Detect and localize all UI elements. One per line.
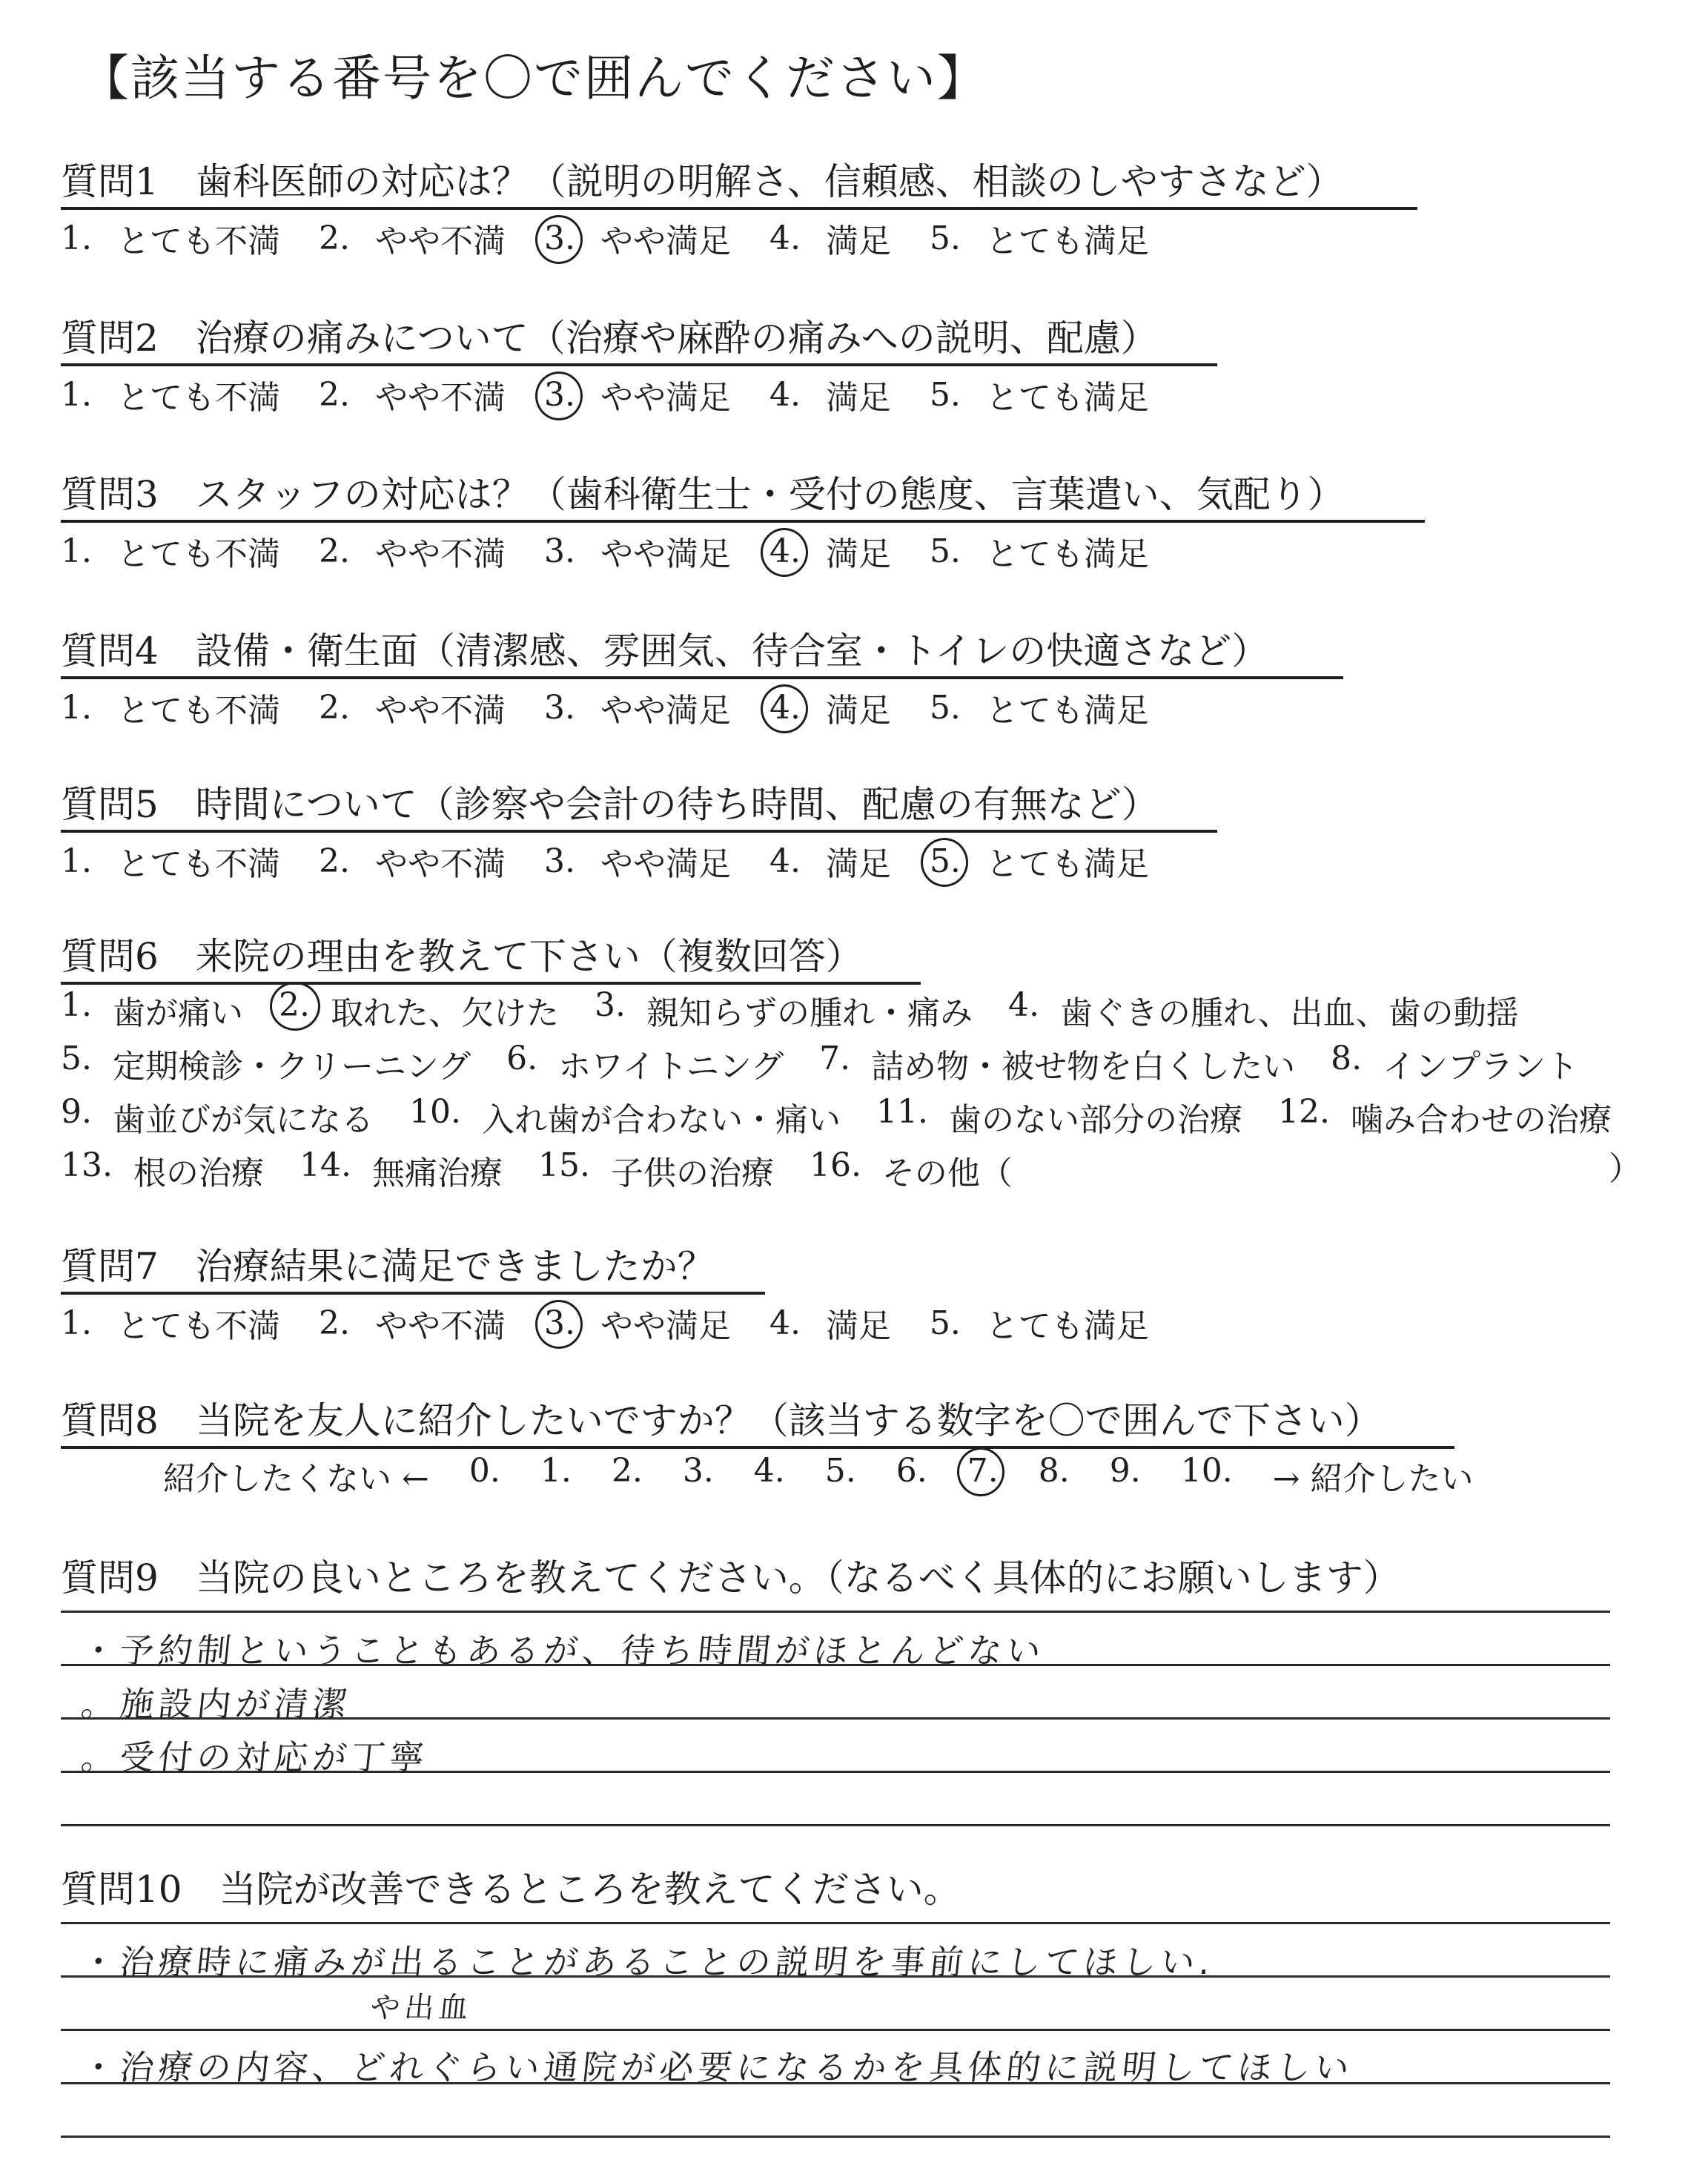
option-number: 1. [61, 375, 92, 414]
option-number: 14. [299, 1146, 351, 1184]
option-number: 12. [1277, 1093, 1330, 1131]
option-3[interactable] [544, 527, 731, 575]
option-label: 親知らずの腫れ・痛み [646, 994, 973, 1032]
option-label: とても不満 [116, 222, 280, 260]
q9-answer-1: ・予約制ということもあるが、待ち時間がほとんどない [79, 1631, 1047, 1671]
option-4[interactable] [769, 214, 891, 262]
q7-underline [61, 1292, 765, 1295]
q6-option[interactable] [1331, 1040, 1578, 1093]
option-4[interactable] [769, 371, 891, 418]
option-5[interactable] [930, 837, 1149, 885]
option-3[interactable] [544, 214, 731, 262]
answer-rule [61, 1922, 1610, 1924]
option-number: 6. [506, 1040, 538, 1077]
option-3[interactable] [544, 371, 731, 418]
q8-right-label: → 紹介したい [1272, 1460, 1474, 1498]
option-number: 4. [769, 688, 801, 727]
q8-value[interactable]: 3. [682, 1452, 714, 1490]
option-label: とても不満 [116, 535, 280, 573]
option-number: 16. [809, 1146, 861, 1184]
option-label: やや満足 [600, 222, 731, 260]
q5-label: 質問5 時間について（診察や会計の待ち時間、配慮の有無など） [61, 783, 1159, 826]
option-label: 詰め物・被せ物を白くしたい [871, 1048, 1296, 1086]
q9-label: 質問9 当院の良いところを教えてください。（なるべく具体的にお願いします） [61, 1556, 1400, 1599]
option-label: 満足 [825, 222, 891, 260]
option-label: 満足 [825, 692, 891, 730]
option-number: 1. [61, 986, 92, 1024]
option-number: 13. [61, 1146, 113, 1184]
option-number: 1. [61, 842, 92, 880]
option-number: 2. [279, 986, 310, 1040]
option-label: とても不満 [116, 379, 280, 417]
option-label: とても不満 [116, 1307, 280, 1345]
option-number: 5. [929, 375, 961, 414]
option-number: 2. [318, 688, 350, 727]
q6-option[interactable] [538, 1146, 774, 1200]
option-label: 歯が痛い [112, 994, 243, 1032]
q4-heading [61, 621, 1268, 675]
option-number: 15. [537, 1146, 590, 1184]
q6-option[interactable] [409, 1093, 841, 1146]
option-label: その他（ [881, 1155, 1013, 1192]
q8-value[interactable]: 2. [611, 1452, 643, 1490]
option-label: 歯のない部分の治療 [948, 1101, 1242, 1139]
option-label: 根の治療 [133, 1155, 264, 1192]
q9-answer-2: 。施設内が清潔 [79, 1684, 354, 1724]
q7-label: 質問7 治療結果に満足できましたか？ [61, 1245, 715, 1288]
option-2[interactable] [319, 1299, 506, 1347]
q4-underline [61, 676, 1343, 679]
option-label: とても不満 [116, 692, 280, 730]
option-label: とても満足 [985, 845, 1149, 883]
q3-options [61, 527, 1188, 575]
option-label: とても満足 [985, 535, 1149, 573]
q6-options [61, 986, 1647, 1200]
option-1[interactable] [61, 371, 280, 418]
option-number: 10. [408, 1093, 461, 1131]
option-number: 5. [929, 842, 961, 880]
option-2[interactable] [319, 527, 506, 575]
option-number: 3. [543, 375, 575, 414]
q8-value[interactable]: 1. [540, 1452, 572, 1490]
option-label: 満足 [825, 1307, 891, 1345]
option-label: 入れ歯が合わない・痛い [481, 1101, 841, 1139]
answer-rule [61, 1824, 1610, 1826]
option-label: やや満足 [600, 1307, 731, 1345]
option-label: とても満足 [985, 222, 1149, 260]
q8-underline [61, 1446, 1454, 1449]
option-number: 1. [61, 219, 92, 257]
q4-label: 質問4 設備・衛生面（清潔感、雰囲気、待合室・トイレの快適さなど） [61, 630, 1269, 673]
q10-answer-1: ・治療時に痛みが出ることがあることの説明を事前にしてほしい. [79, 1942, 1217, 1982]
q5-options [61, 837, 1188, 885]
option-number: 5. [929, 532, 961, 570]
option-5[interactable] [930, 214, 1149, 262]
option-number: 11. [875, 1093, 928, 1131]
option-label: やや満足 [600, 535, 731, 573]
option-number: 3. [543, 532, 575, 570]
option-1[interactable] [61, 527, 280, 575]
q8-value[interactable]: 5. [824, 1452, 856, 1490]
option-label: やや不満 [374, 379, 506, 417]
q2-options [61, 371, 1188, 418]
q6-option[interactable] [1008, 986, 1519, 1040]
option-number: 1. [61, 1304, 92, 1342]
option-label: やや満足 [600, 379, 731, 417]
q6-option[interactable] [279, 986, 559, 1040]
option-4[interactable] [769, 527, 891, 575]
option-1[interactable] [61, 1299, 280, 1347]
q8-value[interactable]: 6. [896, 1452, 927, 1490]
option-label: 噛み合わせの治療 [1350, 1101, 1612, 1139]
option-2[interactable] [319, 837, 506, 885]
q1-options [61, 214, 1188, 262]
option-number: 8. [1331, 1040, 1363, 1077]
q6-option[interactable] [876, 1093, 1242, 1146]
option-number: 7. [819, 1040, 851, 1077]
option-number: 4. [769, 1304, 801, 1342]
option-number: 3. [543, 842, 575, 880]
q6-row [61, 986, 1647, 1040]
option-number: 2. [318, 532, 350, 570]
option-4[interactable] [769, 684, 891, 731]
option-label: 満足 [825, 845, 891, 883]
q6-option[interactable] [819, 1040, 1295, 1093]
option-label: 取れた、欠けた [330, 994, 559, 1032]
q2-underline [61, 363, 1217, 366]
answer-rule [61, 2029, 1610, 2031]
option-label: 歯ぐきの腫れ、出血、歯の動揺 [1059, 994, 1519, 1032]
option-label: 歯並びが気になる [112, 1101, 374, 1139]
q7-heading [61, 1237, 715, 1290]
q1-underline [61, 207, 1417, 210]
q6-row [61, 1093, 1647, 1146]
q6-option[interactable] [299, 1146, 503, 1200]
option-1[interactable] [61, 214, 280, 262]
answer-rule [61, 2136, 1610, 2138]
option-label: 満足 [825, 379, 891, 417]
q6-row [61, 1146, 1647, 1200]
q6-option[interactable] [506, 1040, 784, 1093]
option-3[interactable] [544, 837, 731, 885]
q5-underline [61, 830, 1217, 833]
option-label: 無痛治療 [371, 1155, 503, 1192]
option-number: 1. [61, 688, 92, 727]
option-label: やや不満 [374, 845, 506, 883]
q6-option[interactable] [810, 1146, 1013, 1200]
option-number: 3. [543, 1304, 575, 1342]
option-label: やや不満 [374, 222, 506, 260]
option-label: とても満足 [985, 1307, 1149, 1345]
option-1[interactable] [61, 684, 280, 731]
option-label: やや不満 [374, 535, 506, 573]
q6-option[interactable] [61, 986, 243, 1040]
q6-option[interactable] [61, 1146, 264, 1200]
q10-label: 質問10 当院が改善できるところを教えてください。 [61, 1868, 961, 1911]
option-number: 2. [318, 842, 350, 880]
option-label: とても満足 [985, 379, 1149, 417]
option-label: やや満足 [600, 845, 731, 883]
option-number: 4. [769, 375, 801, 414]
option-2[interactable] [319, 214, 506, 262]
option-5[interactable] [930, 1299, 1149, 1347]
option-5[interactable] [930, 684, 1149, 731]
option-number: 3. [594, 986, 626, 1024]
q8-heading [61, 1391, 1382, 1444]
option-label: とても不満 [116, 845, 280, 883]
option-label: 定期検診・クリーニング [112, 1048, 471, 1086]
option-number: 5. [929, 688, 961, 727]
q6-heading [61, 927, 863, 980]
q8-value[interactable]: 7. [967, 1452, 999, 1499]
option-number: 9. [61, 1093, 92, 1131]
option-number: 4. [1007, 986, 1039, 1024]
q6-option[interactable] [61, 1093, 374, 1146]
answer-rule [61, 1611, 1610, 1613]
q8-value[interactable]: 9. [1109, 1452, 1141, 1490]
q6-other-close: ） [1609, 1150, 1641, 1188]
option-number: 4. [769, 532, 801, 570]
q8-value[interactable]: 8. [1038, 1452, 1070, 1490]
q3-label: 質問3 スタッフの対応は？（歯科衛生士・受付の態度、言葉遣い、気配り） [61, 473, 1345, 516]
q2-heading [61, 308, 1158, 362]
q8-value[interactable]: 4. [753, 1452, 785, 1490]
option-label: とても満足 [985, 692, 1149, 730]
option-1[interactable] [61, 837, 280, 885]
q10-answer-insert: や出血 [368, 1991, 475, 2025]
page-title: 【該当する番号を〇で囲んでください】 [80, 50, 987, 107]
option-3[interactable] [544, 684, 731, 731]
q4-options [61, 684, 1188, 731]
option-3[interactable] [544, 1299, 731, 1347]
q8-value[interactable]: 0. [469, 1452, 500, 1490]
option-number: 2. [318, 219, 350, 257]
q7-options [61, 1299, 1188, 1347]
option-label: インプラント [1383, 1048, 1579, 1086]
option-label: やや不満 [374, 692, 506, 730]
option-number: 5. [929, 219, 961, 257]
option-label: やや不満 [374, 1307, 506, 1345]
option-label: ホワイトニング [558, 1048, 784, 1086]
q1-heading [61, 152, 1343, 205]
option-4[interactable] [769, 1299, 891, 1347]
q1-label: 質問1 歯科医師の対応は？（説明の明解さ、信頼感、相談のしやすさなど） [61, 160, 1343, 203]
option-label: 満足 [825, 535, 891, 573]
q2-label: 質問2 治療の痛みについて（治療や麻酔の痛みへの説明、配慮） [61, 317, 1158, 360]
option-number: 3. [543, 219, 575, 257]
option-number: 2. [318, 1304, 350, 1342]
option-2[interactable] [319, 371, 506, 418]
q6-underline [61, 982, 921, 985]
q8-scale [163, 1452, 1514, 1499]
q8-label: 質問8 当院を友人に紹介したいですか？（該当する数字を〇で囲んで下さい） [61, 1399, 1382, 1442]
option-number: 3. [543, 688, 575, 727]
option-2[interactable] [319, 684, 506, 731]
option-number: 4. [769, 219, 801, 257]
q6-label: 質問6 来院の理由を教えて下さい（複数回答） [61, 935, 863, 978]
q8-value[interactable]: 10. [1180, 1452, 1233, 1490]
q6-option[interactable] [595, 986, 973, 1040]
q5-heading [61, 775, 1159, 828]
option-4[interactable] [769, 837, 891, 885]
q3-underline [61, 520, 1425, 523]
q3-heading [61, 465, 1345, 518]
q10-answer-2: ・治療の内容、どれぐらい通院が必要になるかを具体的に説明してほしい [79, 2047, 1356, 2087]
option-label: やや満足 [600, 692, 731, 730]
q6-option[interactable] [61, 1040, 471, 1093]
q10-heading [61, 1860, 961, 1913]
q6-row [61, 1040, 1647, 1093]
option-number: 2. [318, 375, 350, 414]
option-number: 1. [61, 532, 92, 570]
q9-heading [61, 1548, 1400, 1602]
option-number: 5. [61, 1040, 92, 1077]
option-5[interactable] [930, 371, 1149, 418]
option-number: 4. [769, 842, 801, 880]
option-label: 子供の治療 [610, 1155, 774, 1192]
option-5[interactable] [930, 527, 1149, 575]
q9-answer-3: 。受付の対応が丁寧 [79, 1737, 431, 1777]
q6-option[interactable] [1278, 1093, 1612, 1146]
q8-left-label: 紹介したくない ← [163, 1460, 429, 1498]
option-number: 5. [929, 1304, 961, 1342]
